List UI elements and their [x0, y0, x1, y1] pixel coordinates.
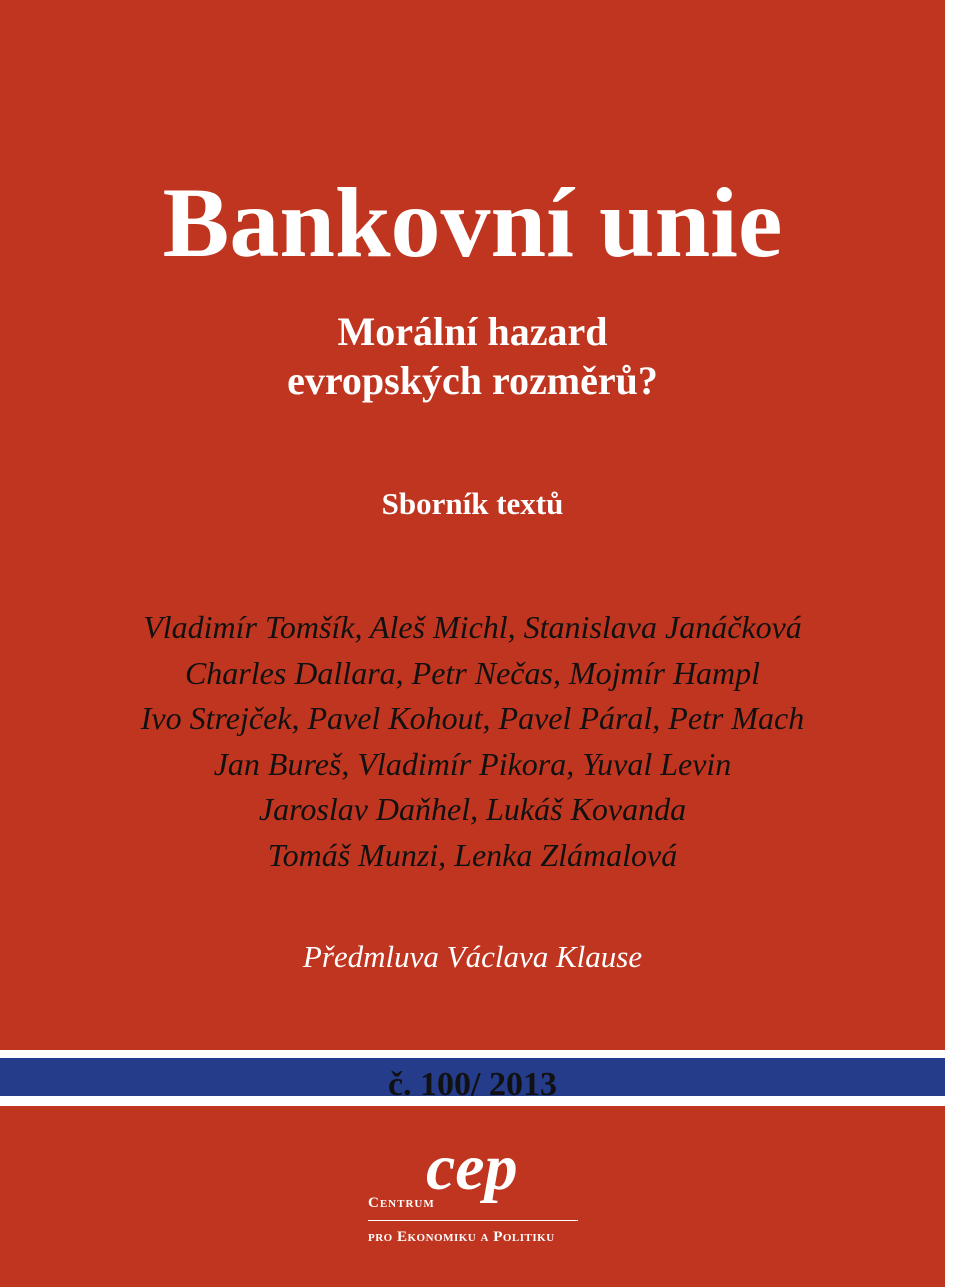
cep-logo-mark: cep — [426, 1131, 518, 1204]
author-line: Charles Dallara, Petr Nečas, Mojmír Hampl — [184, 654, 761, 691]
author-line: Ivo Strejček, Pavel Kohout, Pavel Páral, Petr Mach — [140, 700, 805, 736]
author-line: Tomáš Munzi, Lenka Zlámalová — [267, 836, 678, 873]
cover-subtitle — [0, 307, 945, 405]
author-line: Jaroslav Daňhel, Lukáš Kovanda — [258, 791, 687, 827]
author-line: Vladimír Tomšík, Aleš Michl, Stanislava Janáčková — [143, 609, 802, 645]
collection-label: Sborník textů — [381, 486, 564, 521]
issue-number: č. 100/ 2013 — [387, 1066, 558, 1103]
author-list — [0, 605, 945, 878]
author-line: Jan Bureš, Vladimír Pikora, Yuval Levin — [213, 745, 732, 782]
subtitle-line: Morální hazard — [337, 309, 608, 354]
foreword-credit: Předmluva Václava Klause — [302, 939, 643, 974]
cover-title: Bankovní unie — [162, 167, 783, 278]
publisher-name-line1: Centrum — [368, 1195, 435, 1211]
stripe-divider-top — [0, 1050, 945, 1058]
publisher-rule — [368, 1220, 578, 1221]
publisher-name-line2: pro Ekonomiku a Politiku — [368, 1229, 555, 1245]
subtitle-line: evropských rozměrů? — [287, 358, 658, 403]
publisher-logo — [368, 1131, 588, 1255]
